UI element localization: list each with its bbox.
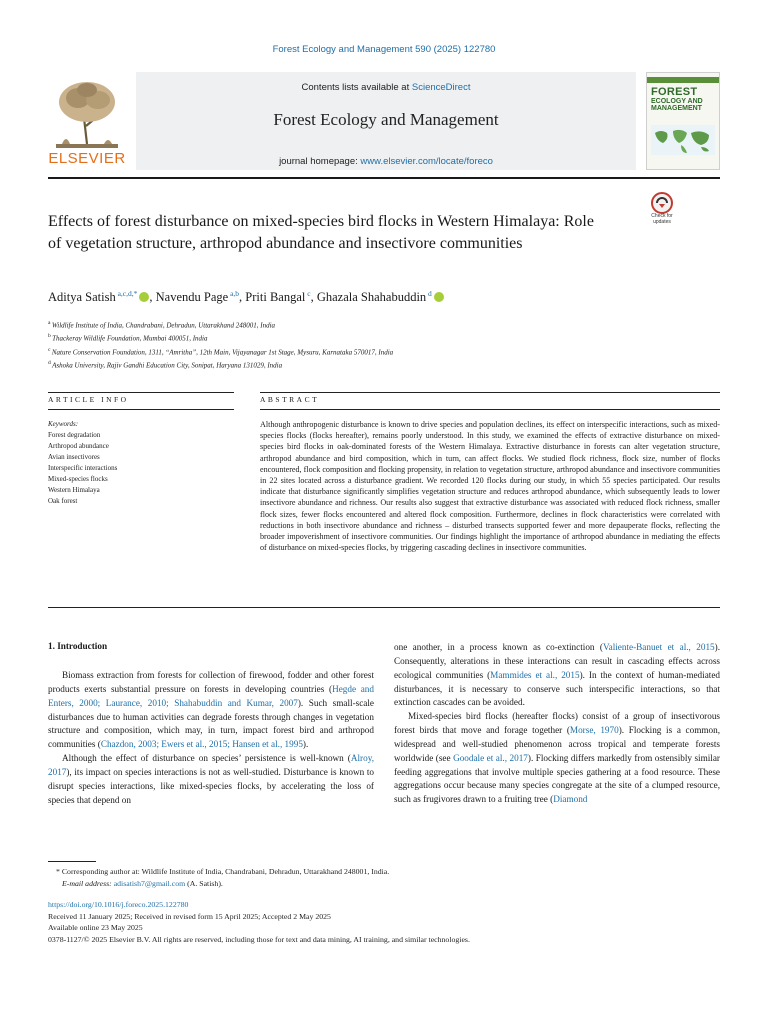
contents-line (136, 82, 636, 93)
author-affiliation-marks[interactable]: c (305, 288, 311, 298)
keyword-item: Arthropod abundance (48, 442, 109, 450)
keyword-item: Forest degradation (48, 431, 101, 439)
author-name[interactable]: Ghazala Shahabuddin (316, 290, 427, 304)
intro-paragraph-2-start: Although the effect of disturbance on species’ persistence is well-known (Alroy, 2017), its impact on species interactions is not as well-studied. Disturbance is known to disrupt species interactions, like mixed-species flocks, by accelerating the loss of species that depend on (48, 753, 374, 805)
journal-title: Forest Ecology and Management (273, 110, 499, 129)
keywords-block (48, 419, 228, 507)
citation-link[interactable]: Morse, 1970 (569, 725, 619, 736)
corresponding-author-note: * Corresponding author at: Wildlife Institute of India, Chandrabani, Dehradun, Uttarakhand 248001, India. (56, 867, 390, 876)
body-column-left (48, 669, 374, 807)
orcid-icon[interactable] (434, 292, 444, 302)
publisher-name: ELSEVIER (48, 150, 126, 167)
journal-homepage-line (136, 156, 636, 167)
keyword-item: Avian insectivores (48, 453, 100, 461)
footnote-rule (48, 861, 96, 862)
header-rule (48, 177, 720, 179)
author-name[interactable]: Navendu Page (155, 290, 229, 304)
citation-link[interactable]: Alroy, 2017 (48, 753, 374, 777)
keyword-list (48, 430, 228, 507)
affiliation-item (48, 318, 648, 331)
email-note (48, 878, 720, 890)
intro-paragraph-1: Biomass extraction from forests for collection of firewood, fodder and other forest products exerts substantial pressure on forests in developing countries (Hegde and Enters, 2000; Laurance, 2010; Shahabuddin and Kumar, 2007). Such small-scale disturbances due to human activities can degrade forests through changes in vegetation structure and composition, which may, in turn, impact forest bird and arthropod communities (Chazdon, 2003; Ewers et al., 2015; Hansen et al., 1995). (48, 670, 374, 750)
author-affiliation-marks[interactable]: d (426, 288, 432, 298)
sciencedirect-link[interactable]: ScienceDirect (411, 82, 471, 93)
affiliation-text: Nature Conservation Foundation, 1311, “Amritha”, 12th Main, Vijayanagar 1st Stage, Mysuru, Karnataka 570017, India (51, 347, 394, 356)
affiliation-item (48, 358, 648, 371)
publication-info (48, 899, 720, 945)
introduction-heading: 1. Introduction (48, 641, 108, 651)
citation-link[interactable]: Chazdon, 2003; Ewers et al., 2015; Hansen et al., 1995 (100, 739, 303, 750)
citation-link[interactable]: Diamond (553, 794, 588, 805)
cover-title (651, 87, 703, 112)
orcid-icon[interactable] (139, 292, 149, 302)
cover-line-2: ECOLOGY AND (651, 98, 703, 105)
author-affiliation-marks[interactable]: a,b (228, 288, 240, 298)
received-dates: Received 11 January 2025; Received in revised form 15 April 2025; Accepted 2 May 2025 (48, 911, 331, 921)
citation-link[interactable]: Hegde and Enters, 2000; Laurance, 2010; Shahabuddin and Kumar, 2007 (48, 683, 374, 708)
affiliation-item (48, 345, 648, 358)
doi-link[interactable]: https://doi.org/10.1016/j.foreco.2025.122780 (48, 900, 189, 909)
author-list: Aditya Satish $^{a,c,d,*}$ , Navendu Page $^{a,b}$, Priti Bangal $^c$, Ghazala Shahabuddin $^d$ (48, 290, 668, 305)
journal-homepage-link[interactable]: www.elsevier.com/locate/foreco (360, 156, 493, 167)
cover-band (647, 77, 719, 83)
body-column-right (394, 641, 720, 807)
abstract-heading: ABSTRACT (260, 395, 320, 404)
email-suffix: (A. Satish). (185, 878, 223, 888)
keyword-item: Interspecific interactions (48, 464, 118, 472)
affiliation-mark: b (48, 333, 53, 340)
affiliation-text: Ashoka University, Rajiv Gandhi Education City, Sonipat, Haryana 131029, India (52, 361, 283, 370)
abstract-top-rule (260, 392, 720, 393)
abstract-text: Although anthropogenic disturbance is known to drive species and population declines, its effect on interspecific interactions, such as mixed-species flocks (flocks hereafter), remains poorly understood. In this study, we examined the effects of extractive disturbance on mixed-species bird flocks in oak-dominated forests of the Western Himalaya. Extractive disturbance in forests can alter vegetation structure, arthropod abundance and bird composition, which in turn, can affect flocks. We studied flock richness, flock size, number of flocks encountered, flock composition and flocking propensity, in relation to vegetation structure, arthropod abundance and insectivore communities in 22 sites located across a disturbance gradient. We recorded 120 flocks during our study, in which 55 species participated. Our results indicate that disturbance significantly simplifies vegetation structure and reduces arthropod abundance, which subsequently leads to lower insectivore abundance and richness. Our results also suggest that extractive disturbance was associated with reduced flock richness, smaller flock sizes, fewer flocks encountered and altered flock composition. Furthermore, declines in flock characteristics were correlated with reductions in both insectivore abundance and richness – disturbed transects supported fewer and more depauperate flocks, reflecting the broader impoverishment of insectivore communities. Our findings highlight the importance of arthropod abundance in mediating the effects of disturbance on mixed-species flocks, by triggering cascading declines in insectivore communities. (260, 420, 720, 553)
journal-info-box (136, 72, 636, 170)
keyword-item: Mixed-species flocks (48, 475, 108, 483)
contents-prefix: Contents lists available at (301, 82, 412, 93)
intro-paragraph-2-end: one another, in a process known as co-extinction (Valiente-Banuet et al., 2015). Consequently, alterations in these interactions can result in cascading effects across ecological communities (Mammides et al., 2015). In the context of human-mediated disturbances, it is necessary to conserve such interspecific interactions, so that extinction cascades can be avoided. (394, 642, 720, 708)
keyword-item: Western Himalaya (48, 486, 100, 494)
article-title: Effects of forest disturbance on mixed-species bird flocks in Western Himalaya: Role of vegetation structure, arthropod abundance and insectivore communities (48, 213, 594, 252)
footnotes (48, 866, 720, 889)
article-info-top-rule (48, 392, 234, 393)
abstract-bottom-rule (260, 409, 720, 410)
cover-line-3: MANAGEMENT (651, 105, 702, 112)
homepage-prefix: journal homepage: (279, 156, 361, 167)
intro-paragraph-3: Mixed-species bird flocks (hereafter flocks) consist of a group of insectivorous forest birds that move and forage together (Morse, 1970). Flocking is a common, widespread and well-studied phenomenon across tropical and temperate forests worldwide (see Goodale et al., 2017). Flocking differs markedly from ostensibly similar feeding aggregations that involve multiple species gathering at a food resource. These aggregations occur because many species congregate at the site of a clumped resource, such as frugivores drawn to a fruiting tree (Diamond (394, 711, 720, 805)
article-info-heading: ARTICLE INFO (48, 395, 129, 404)
citation-link[interactable]: Goodale et al., 2017 (453, 752, 528, 763)
keyword-item: Oak forest (48, 497, 78, 505)
affiliation-mark: a (48, 320, 52, 326)
affiliation-item (48, 331, 648, 344)
journal-citation-link[interactable]: Forest Ecology and Management 590 (2025) 122780 (272, 44, 496, 55)
email-label: E-mail address: (62, 878, 114, 888)
journal-header (48, 68, 720, 176)
available-online: Available online 23 May 2025 (48, 923, 143, 932)
author-affiliation-marks[interactable]: a,c,d,* (115, 288, 138, 298)
author-name[interactable]: Aditya Satish (48, 290, 116, 304)
citation-link[interactable]: Valiente-Banuet et al., 2015 (603, 642, 715, 652)
affiliations (48, 318, 648, 371)
check-for-updates-label[interactable]: Check for updates (651, 213, 673, 225)
copyright-notice: 0378-1127/© 2025 Elsevier B.V. All rights are reserved, including those for text and data mining, AI training, and similar technologies. (48, 934, 470, 944)
article-info-bottom-rule (48, 409, 234, 410)
affiliation-text: Thackeray Wildlife Foundation, Mumbai 400051, India (52, 334, 208, 343)
citation-link[interactable]: Mammides et al., 2015 (490, 669, 580, 680)
email-link[interactable]: adisatish7@gmail.com (113, 878, 186, 888)
journal-cover-image[interactable] (646, 72, 720, 170)
author-name[interactable]: Priti Bangal (245, 290, 306, 304)
affiliation-mark: c (48, 346, 52, 353)
keywords-label: Keywords: (48, 420, 79, 428)
cover-world-map (651, 125, 715, 155)
cover-line-1: FOREST (651, 86, 698, 98)
affiliation-text: Wildlife Institute of India, Chandrabani, Dehradun, Uttarakhand 248001, India (51, 321, 276, 330)
abstract-end-rule (48, 607, 720, 608)
affiliation-mark: d (48, 359, 53, 366)
